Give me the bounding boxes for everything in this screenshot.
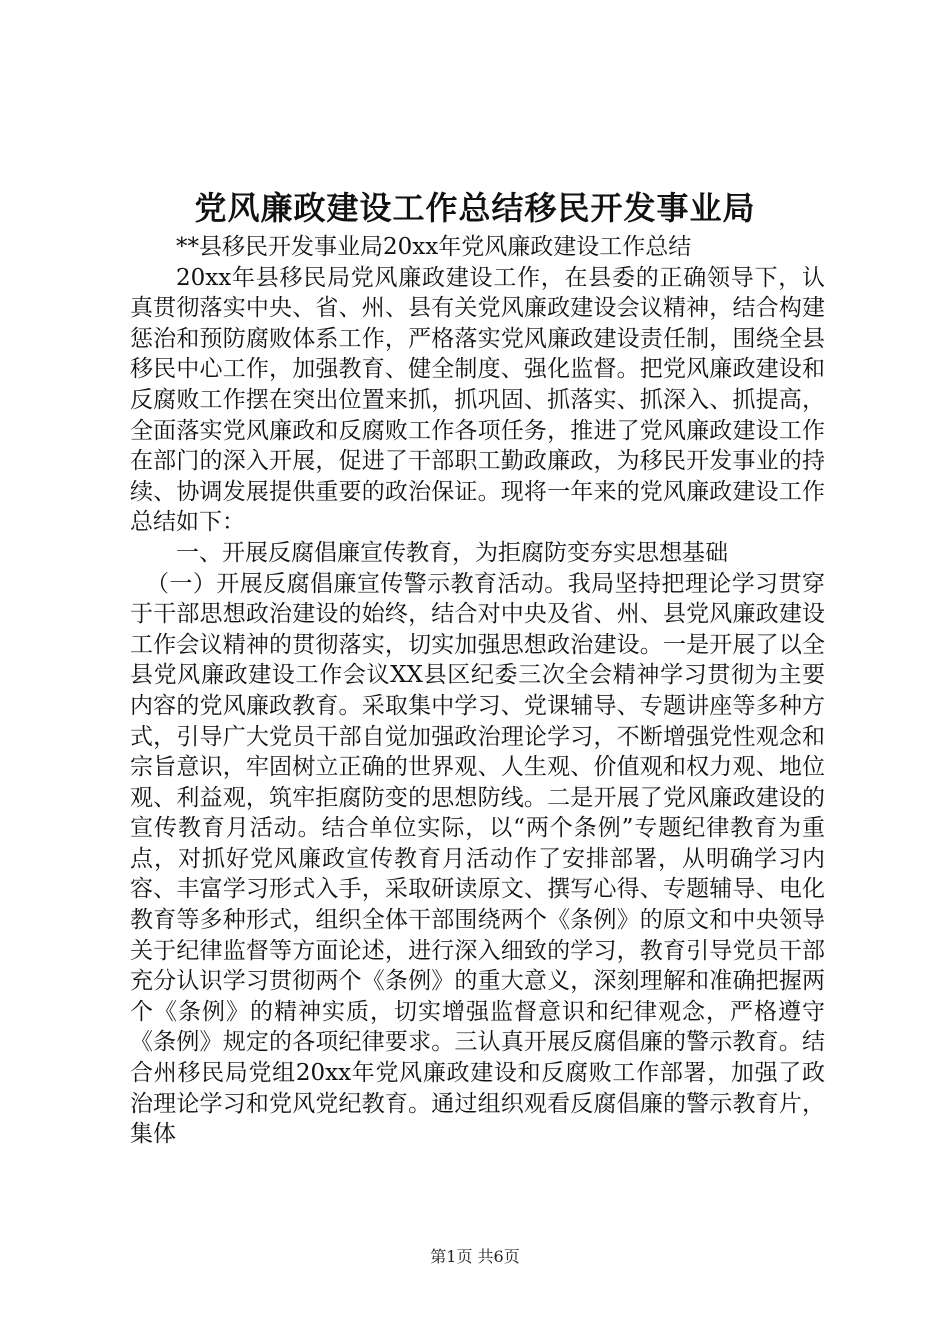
paragraph-section-1-1: （一）开展反腐倡廉宣传警示教育活动。我局坚持把理论学习贯穿于干部思想政治建设的始终，结合对中央及省、州、县党风廉政建设工作会议精神的贯彻落实，切实加强思想政治建设。一是开展了以全县党风廉政建设工作会议XX县区纪委三次全会精神学习贯彻为主要内容的党风廉政教育。采取集中学习、党课辅导、专题讲座等多种方式，引导广大党员干部自觉加强政治理论学习，不断增强党性观念和宗旨意识，牢固树立正确的世界观、人生观、价值观和权力观、地位观、利益观，筑牢拒腐防变的思想防线。二是开展了党风廉政建设的宣传教育月活动。结合单位实际，以“两个条例”专题纪律教育为重点，对抓好党风廉政宣传教育月活动作了安排部署，从明确学习内容、丰富学习形式入手，采取研读原文、撰写心得、专题辅导、电化教育等多种形式，组织全体干部围绕两个《条例》的原文和中央领导关于纪律监督等方面论述，进行深入细致的学习，教育引导党员干部充分认识学习贯彻两个《条例》的重大意义，深刻理解和准确把握两个《条例》的精神实质，切实增强监督意识和纪律观念，严格遵守《条例》规定的各项纪律要求。三认真开展反腐倡廉的警示教育。结合州移民局党组20xx年党风廉政建设和反腐败工作部署，加强了政治理论学习和党风党纪教育。通过组织观看反腐倡廉的警示教育片，集体 (130, 570, 825, 1148)
section-heading-1: 一、开展反腐倡廉宣传教育，为拒腐防变夯实思想基础 (176, 539, 728, 566)
document-body (130, 232, 825, 1150)
paragraph-intro: 20xx年县移民局党风廉政建设工作，在县委的正确领导下，认真贯彻落实中央、省、州、县有关党风廉政建设会议精神，结合构建惩治和预防腐败体系工作，严格落实党风廉政建设责任制，围绕全县移民中心工作，加强教育、健全制度、强化监督。把党风廉政建设和反腐败工作摆在突出位置来抓，抓巩固、抓落实、抓深入、抓提高，全面落实党风廉政和反腐败工作各项任务，推进了党风廉政建设工作在部门的深入开展，促进了干部职工勤政廉政，为移民开发事业的持续、协调发展提供重要的政治保证。现将一年来的党风廉政建设工作总结如下： (130, 264, 825, 536)
document-title: 党风廉政建设工作总结移民开发事业局 (194, 189, 756, 227)
document-subtitle: **县移民开发事业局20xx年党风廉政建设工作总结 (176, 234, 692, 260)
page-number-footer: 第1页 共6页 (430, 1247, 520, 1266)
